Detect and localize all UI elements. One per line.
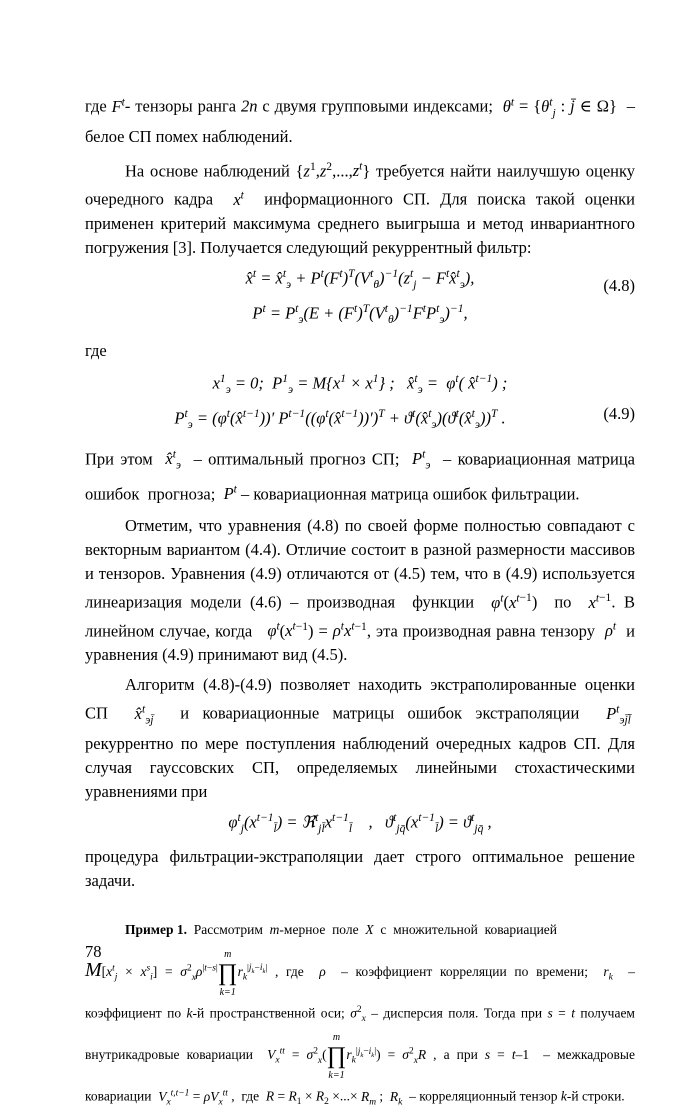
equation-number-4-9: (4.9) [603, 404, 635, 424]
equation-4-9 [85, 367, 635, 437]
paragraph-4: Отметим, что уравнения (4.8) по своей форме полностью совпадают с векторным вариантом (4.4). Отличие состоит в разной размерности массивов и тензоров. Уравнения (4.9) отличаются от (4.5) тем, что в (4.9) используется линеаризация модели (4.6) – производная функции $\varphi^t(x^{t-1})$ по $x^{t-1}$. В линейном случае, когда $\varphi^t(x^{t-1}) = \rho^tx^{t-1}$, эта производная равна тензору $\rho^t$ и уравнения (4.9) принимают вид (4.5). [85, 516, 635, 665]
product-symbol-icon: m ∏ k=1 [217, 948, 238, 998]
page-number: 78 [85, 942, 102, 961]
paragraph-6: процедура фильтрации-экстраполяции дает строго оптимальное решение задачи. [85, 846, 635, 890]
paragraph-5: Алгоритм (4.8)-(4.9) позволяет находить экстраполированные оценки СП x̂$^t_{эj̄}$ и ковариационные матрицы ошибок экстраполяции $P^t_{эj̄l̄}$ рекуррентно по мере поступления наблюдений очередных кадров СП. Для случая гауссовских СП, определяемых линейными стохастическими уравнениями при [85, 675, 636, 802]
example-1 [85, 919, 635, 1113]
example-intro: Пример 1. Рассмотрим m-мерное поле X с множительной ковариацией [125, 921, 558, 937]
paragraph-1: где $F^t-$ тензоры ранга 2n с двумя групповыми индексами; $\theta^t = \{\theta^t_j$ : j̄ ∈ Ω} – белое СП помех наблюдений. [85, 96, 635, 146]
product-symbol-icon-2: m ∏ k=1 [326, 1032, 347, 1082]
paragraph-2: На основе наблюдений $\{z^1,z^2,...,z^t\}$ требуется найти наилучшую оценку очередного кадра $x^t$ информационного СП. Для поиска такой оценки применен критерий максимума среднего выигрыша и метод инвариантного погружения [3]. Получается следующий рекуррентный фильтр: [85, 160, 636, 257]
gde-label: где [85, 341, 107, 361]
equation-number-4-8: (4.8) [603, 275, 635, 295]
page-body [85, 90, 635, 1113]
paragraph-3: При этом x̂$^t_э$ – оптимальный прогноз СП; $P^t_э$ – ковариационная матрица ошибок прогноза; $P^t$ – ковариационная матрица ошибок фильтрации. [85, 448, 635, 504]
equation-4-8-line-2: $P^t = P^t_э(E + (F^t)^T(V^t_\theta)^{-1}F^tP^t_э)^{-1}$, [252, 302, 468, 326]
equation-4-9-line-2: $P^t_э$ = $(\varphi^t(x̂^{t-1}))'$ $P^{t-1}((\varphi^t(x̂^{t-1}))')^T$ + $ϑ^t(x̂^t_э)(ϑ^t(x̂^t_э))^T$ . [174, 408, 506, 431]
equation-4-8 [85, 262, 635, 332]
equation-linear: $\varphi^t_j(x^{t-1}_{l̄})$ = $ℜ^t_{jl̄}x^{t-1}_{l̄}$ , $ϑ^t_{jq̄}(x^{t-1}_{l̄}) = ϑ^t_{jq̄}$ , [228, 812, 492, 835]
example-formula-1-line: $M[x^t_j \times x^s_i] = \sigma^2_x\rho^{|t-s|}m$ ∏ $k=1r_k^{|j_k-i_k|}$ , где ρ – коэффициент корреляции по времени; $r_k$ – коэффициент по k-й пространственной оси; $\sigma^2_x$ – дисперсия поля. Тогда при s = t получаем внутрикадровые ковариации $V_x^{tt} = \sigma^2_x(m$ ∏ $k=1r_k^{|j_k-i_k|}) = \sigma^2_xR$ , а при s = t–1 – межкадровые ковариации $V_x^{t,t-1} = \rho V_x^{tt}$ , где $R = R_1 \times R_2$ ×...× $R_m$ ; $R_k$ – корреляционный тензор k-й строки. [85, 948, 636, 1108]
example-label: Пример 1. [125, 921, 187, 937]
equation-4-8-line-1: x̂$^t$ = x̂$^t_э$ + $P^t(F^t)^T(V^t_\theta)^{-1}(z^t_j$ − $F^tx̂^t_э$), [245, 267, 475, 291]
equation-4-9-line-1: $x^1_э = 0$; $P^1_э = M\{x^1 \times x^1\}$ ; x̂$^t_э$ = $\varphi^t$( x̂$^{t-1}$) ; [212, 373, 508, 397]
